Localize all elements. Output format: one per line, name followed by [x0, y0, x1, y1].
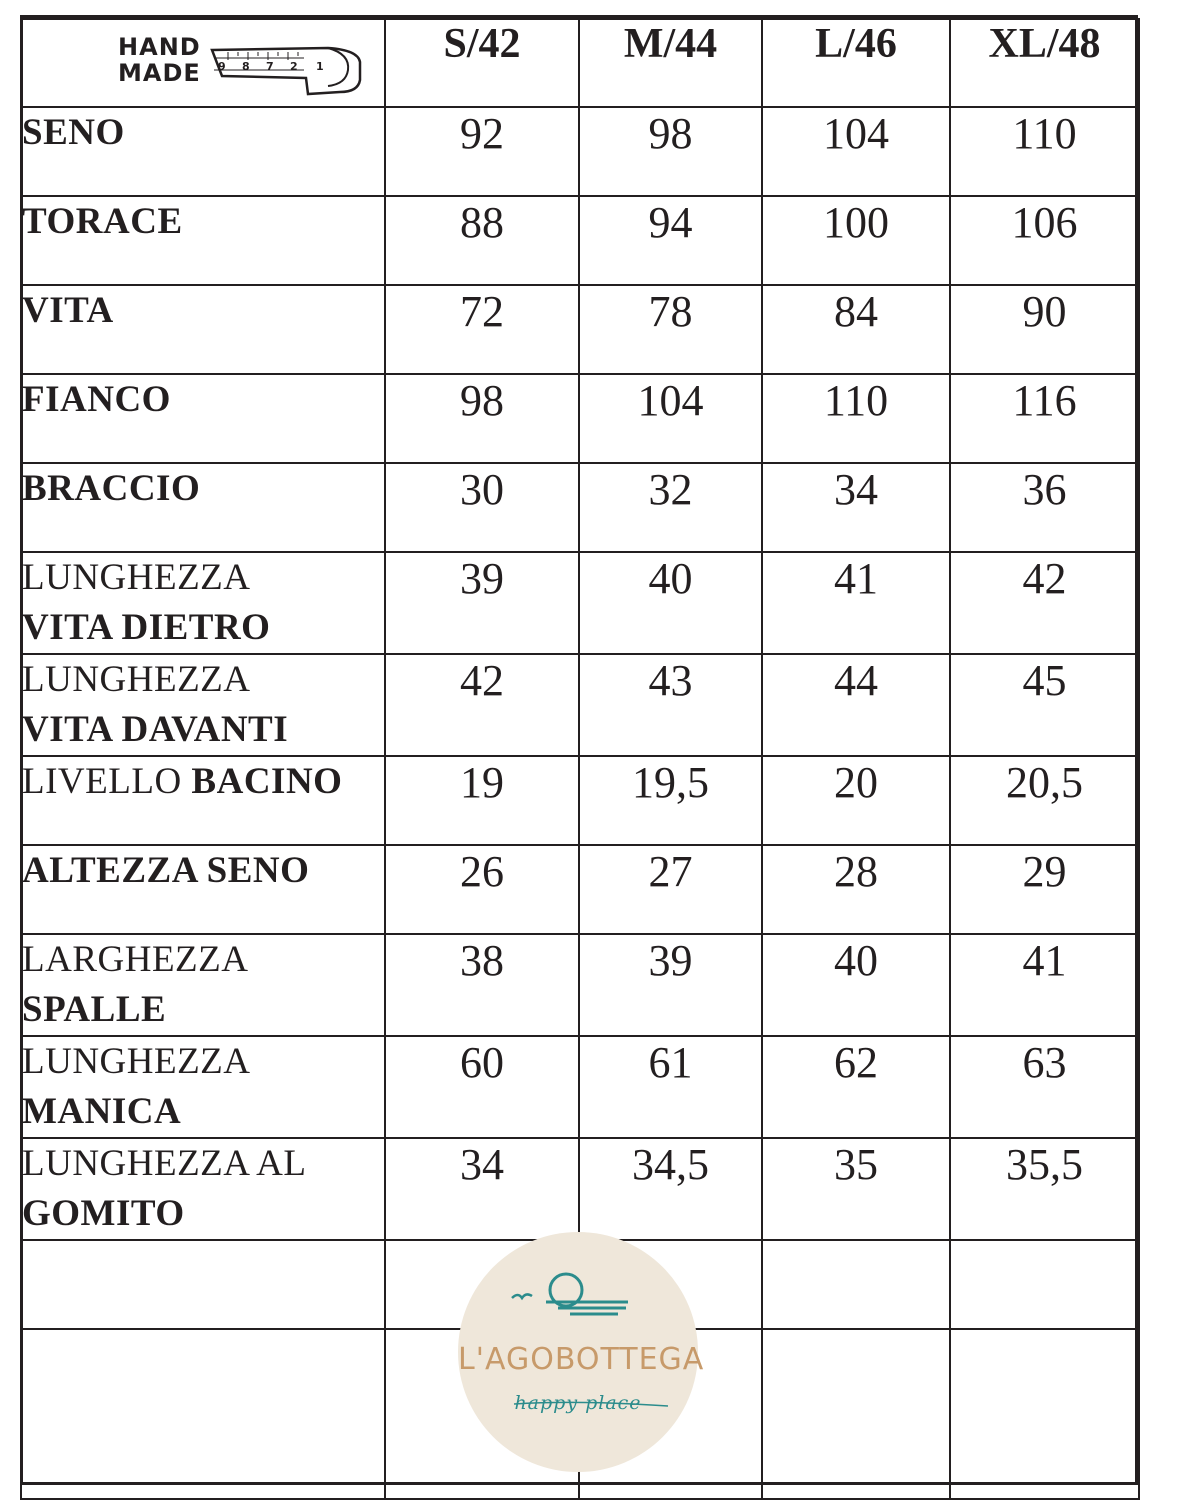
- value-cell: 61: [579, 1036, 762, 1138]
- value-cell: 116: [950, 374, 1139, 463]
- measurement-row: [21, 196, 1139, 285]
- size-header-l: L/46: [762, 19, 950, 107]
- value-cell: 98: [579, 107, 762, 196]
- empty-cell: [950, 1240, 1139, 1329]
- tape-number: 7: [266, 60, 274, 73]
- handmade-line1: HAND: [118, 33, 201, 61]
- value-cell: 28: [762, 845, 950, 934]
- label-bold: VITA DAVANTI: [22, 709, 289, 750]
- value-cell: 45: [950, 654, 1139, 756]
- value-cell: 20,5: [950, 756, 1139, 845]
- size-header-xl: XL/48: [950, 19, 1139, 107]
- label-regular: LUNGHEZZA: [22, 659, 251, 700]
- value-cell: 110: [762, 374, 950, 463]
- value-cell: 38: [385, 934, 579, 1036]
- empty-cell: [950, 1329, 1139, 1499]
- empty-cell: [762, 1240, 950, 1329]
- measurement-row: [21, 374, 1139, 463]
- row-label: [21, 463, 385, 552]
- value-cell: 34: [762, 463, 950, 552]
- empty-cell: [762, 1329, 950, 1499]
- value-cell: 35,5: [950, 1138, 1139, 1240]
- size-header-m: M/44: [579, 19, 762, 107]
- row-label: [21, 845, 385, 934]
- value-cell: 94: [579, 196, 762, 285]
- label-bold: ALTEZZA SENO: [22, 850, 310, 891]
- label-regular: LUNGHEZZA: [22, 557, 251, 598]
- value-cell: 20: [762, 756, 950, 845]
- value-cell: 100: [762, 196, 950, 285]
- value-cell: 39: [385, 552, 579, 654]
- label-bold: VITA DIETRO: [22, 607, 271, 648]
- value-cell: 104: [579, 374, 762, 463]
- row-label: [21, 1036, 385, 1138]
- measurement-row: [21, 756, 1139, 845]
- row-label: [21, 934, 385, 1036]
- label-bold: BRACCIO: [22, 468, 201, 509]
- agobottega-logo: [458, 1232, 705, 1472]
- value-cell: 35: [762, 1138, 950, 1240]
- label-bold: BACINO: [191, 761, 343, 802]
- label-bold: VITA: [22, 290, 114, 331]
- handmade-logo: [118, 34, 201, 86]
- tape-number: 1: [316, 60, 324, 73]
- value-cell: 40: [762, 934, 950, 1036]
- label-regular: LUNGHEZZA AL: [22, 1143, 307, 1184]
- value-cell: 41: [762, 552, 950, 654]
- header-row: [21, 19, 1139, 107]
- value-cell: 30: [385, 463, 579, 552]
- value-cell: 19,5: [579, 756, 762, 845]
- value-cell: 63: [950, 1036, 1139, 1138]
- value-cell: 60: [385, 1036, 579, 1138]
- measurement-row: [21, 552, 1139, 654]
- value-cell: 36: [950, 463, 1139, 552]
- value-cell: 27: [579, 845, 762, 934]
- logo-name: L'AGOBOTTEGA: [458, 1342, 705, 1377]
- value-cell: 72: [385, 285, 579, 374]
- value-cell: 62: [762, 1036, 950, 1138]
- row-label: [21, 756, 385, 845]
- label-regular: LIVELLO: [22, 761, 192, 802]
- value-cell: 90: [950, 285, 1139, 374]
- logo-tagline: happy place: [514, 1392, 642, 1414]
- value-cell: 84: [762, 285, 950, 374]
- label-bold: FIANCO: [22, 379, 171, 420]
- label-bold: SENO: [22, 112, 125, 153]
- value-cell: 92: [385, 107, 579, 196]
- measurement-row: [21, 1138, 1139, 1240]
- measurement-row: [21, 1036, 1139, 1138]
- label-regular: LUNGHEZZA: [22, 1041, 251, 1082]
- value-cell: 39: [579, 934, 762, 1036]
- measurement-row: [21, 934, 1139, 1036]
- label-bold: MANICA: [22, 1091, 182, 1132]
- value-cell: 98: [385, 374, 579, 463]
- brand-header-cell: [21, 19, 385, 107]
- value-cell: 34: [385, 1138, 579, 1240]
- label-bold: GOMITO: [22, 1193, 185, 1234]
- row-label: [21, 552, 385, 654]
- row-label: [21, 196, 385, 285]
- measurement-row: [21, 654, 1139, 756]
- empty-cell: [21, 1240, 385, 1329]
- handmade-line2: MADE: [118, 59, 201, 87]
- value-cell: 44: [762, 654, 950, 756]
- value-cell: 41: [950, 934, 1139, 1036]
- label-bold: SPALLE: [22, 989, 167, 1030]
- measurement-row: [21, 107, 1139, 196]
- measurement-row: [21, 463, 1139, 552]
- size-header-s: S/42: [385, 19, 579, 107]
- value-cell: 78: [579, 285, 762, 374]
- value-cell: 88: [385, 196, 579, 285]
- tape-number: 9: [218, 60, 226, 73]
- value-cell: 29: [950, 845, 1139, 934]
- value-cell: 26: [385, 845, 579, 934]
- value-cell: 32: [579, 463, 762, 552]
- value-cell: 104: [762, 107, 950, 196]
- measurement-row: [21, 285, 1139, 374]
- row-label: [21, 654, 385, 756]
- value-cell: 19: [385, 756, 579, 845]
- measuring-tape-icon: [208, 40, 380, 100]
- label-bold: TORACE: [22, 201, 183, 242]
- row-label: [21, 374, 385, 463]
- row-label: [21, 1138, 385, 1240]
- value-cell: 34,5: [579, 1138, 762, 1240]
- measurement-row: [21, 845, 1139, 934]
- value-cell: 106: [950, 196, 1139, 285]
- tape-number: 2: [290, 60, 298, 73]
- row-label: [21, 285, 385, 374]
- value-cell: 40: [579, 552, 762, 654]
- value-cell: 110: [950, 107, 1139, 196]
- label-regular: LARGHEZZA: [22, 939, 249, 980]
- empty-cell: [21, 1329, 385, 1499]
- tape-number: 8: [242, 60, 250, 73]
- value-cell: 42: [950, 552, 1139, 654]
- value-cell: 42: [385, 654, 579, 756]
- row-label: [21, 107, 385, 196]
- value-cell: 43: [579, 654, 762, 756]
